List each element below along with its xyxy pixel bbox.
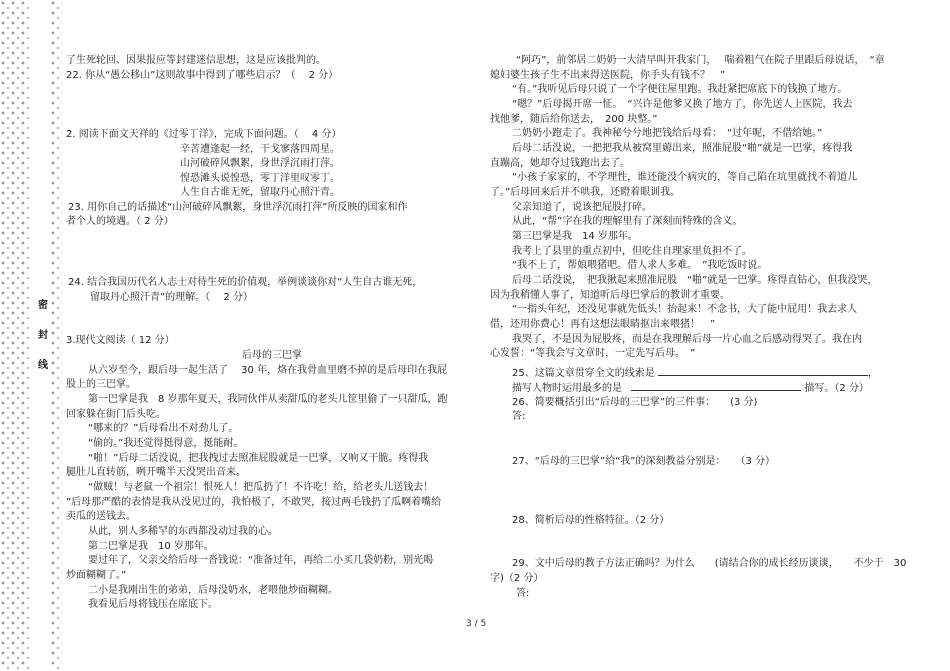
article-line: “阿巧”，前邻居二奶奶一大清早叫开我家门， 喘着粗气在院子里跟后母说话， “章 (516, 55, 885, 66)
article-line: “啪！”后母二话没说，把我拽过去照准屁股就是一巴掌，又响又干脆。疼得我 (88, 453, 429, 464)
article-line: 二小是我刚出生的弟弟，后母没奶水，老喂他炒面糊糊。 (88, 585, 338, 596)
article-line: “哪来的？”后母看出不对劲儿了。 (88, 423, 239, 434)
article-line: 从六岁至今，跟后母一起生活了 30 年，烙在我骨血里磨不掉的是后母印在我屁 (88, 365, 448, 376)
article-line: 我考上了县里的重点初中，但吃住自理家里负担不了。 (512, 246, 752, 257)
article-line: 炒面糊糊了。” (66, 570, 127, 581)
article-line: 从此，“帮”字在我的理解里有了深刻而特殊的含义。 (512, 216, 743, 227)
question-section-2: 2. 阅读下面文天祥的《过零丁洋》，完成下面问题。（ 4 分） (66, 129, 342, 140)
question-24-cont: 留取丹心照汗青”的理解。（ 2 分） (90, 292, 253, 303)
article-line: 因为我稍懂人事了，知道听后母巴掌后的教训才重要。 (490, 290, 730, 301)
question-29: 29、文中后母的教子方法正确吗？为什么 (请结合你的成长经历谈谈， 不少于 30 (512, 558, 907, 569)
question-27: 27、“后母的三巴掌”给“我”的深刻教益分别是： （3 分） (512, 456, 775, 467)
article-line: 心发誓：“等我会写文章时，一定先写后母。 ” (490, 348, 696, 359)
article-line: “有。”我听见后母只说了一个字便往屋里跑。我赶紧把席底下的钱换了地方。 (512, 84, 848, 95)
article-line: 股上的三巴掌。 (66, 379, 136, 390)
question-25: 25、这篇文章贯穿全文的线索是 ， (512, 365, 878, 382)
article-line: 直蹦高，她却夺过钱跑出去了。 (490, 158, 630, 169)
question-24: 24. 结合我国历代名人志士对待生死的价值观，举例谈谈你对“人生自古谁无死， (68, 277, 423, 288)
article-line: 第三巴掌是我 14 岁那年。 (512, 231, 638, 242)
answer-blank-25b[interactable] (631, 380, 801, 391)
article-line: 父亲知道了，说该把屁股打碎。 (512, 202, 652, 213)
question-26: 26、简要概括引出“后母的三巴掌”的三件事： (3 分) (512, 397, 758, 408)
article-line: 第一巴掌是我 8 岁那年夏天，我同伙伴从卖甜瓜的老头儿筐里偷了一只甜瓜，跑 (88, 394, 448, 405)
question-28: 28、简析后母的性格特征。（2 分） (512, 515, 670, 526)
poem-line: 辛苦遭逢起一经，干戈寥落四周星。 (180, 144, 340, 155)
article-line: 我看见后母将钱压在席底下。 (88, 599, 218, 610)
article-line: 我哭了，不是因为屁股疼，而是在我理解后母一片心血之后感动得哭了。我在内 (512, 334, 862, 345)
article-line: “嗯？”后母揭开席一怔。 “兴许是他爹又换了地方了，你先送人上医院，我去 (512, 99, 853, 110)
article-line: “小孩子家家的，不学理性，谁还能没个病灾的，等自己陷在坑里就找不着道儿 (512, 172, 858, 183)
answer-label: 答: (512, 411, 526, 422)
article-line: 要过年了，父亲交给后母一沓钱说：“准备过年，再给二小买几袋奶粉，别光喝 (88, 555, 434, 566)
article-line: 后母二话没说， 把我揪起来照准屁股 “啪”就是一巴掌。疼得直钻心，但我没哭， (512, 275, 878, 286)
poem-line: 惶恐滩头说惶恐，零丁洋里叹零丁。 (180, 173, 340, 184)
question-23: 23. 用你自己的话描述“山河破碎风飘絮，身世浮沉雨打萍”所反映的国家和作 (68, 202, 408, 213)
question-29-cont: 字)（2 分） (490, 573, 544, 584)
article-line: 找他爹，随后给你送去， 200 块整。” (490, 114, 658, 125)
page-number: 3 / 5 (466, 619, 487, 629)
section-3-heading: 3.现代文阅读（ 12 分） (66, 335, 175, 346)
article-line: 借，还用你费心！再有这想法眼睛抠出来喂猪！ ” (490, 319, 716, 330)
article-line: “偷的。”我还觉得挺得意，挺能耐。 (88, 438, 244, 449)
seal-char: 封 (38, 330, 48, 341)
question-25-text: 25、这篇文章贯穿全文的线索是 (512, 368, 655, 379)
answer-label: 答: (516, 588, 530, 599)
answer-blank-25a[interactable] (658, 365, 868, 376)
poem-line: 人生自古谁无死，留取丹心照汗青。 (180, 187, 340, 198)
question-25-text-3: 描写。（2 分） (804, 383, 869, 394)
article-line: 后母二话没说，一把把我从被窝里薅出来，照准屁股“啪”就是一巴掌，疼得我 (512, 143, 853, 154)
article-line: 回家躲在街门后头吃。 (66, 409, 166, 420)
question-23-cont: 者个人的境遇。（ 2 分） (66, 216, 174, 227)
article-line: 腿肚儿直转筋，咧开嘴半天没哭出音来。 (66, 467, 246, 478)
text-line: 了生死轮回、因果报应等封建迷信思想，这是应该批判的。 (66, 55, 326, 66)
article-line: 卖瓜的送钱去。 (66, 511, 136, 522)
seal-char: 线 (38, 360, 48, 371)
article-line: 从此，别人多稀罕的东西都没动过我的心。 (88, 526, 278, 537)
question-25-cont (512, 380, 869, 397)
article-line: 第二巴掌是我 10 岁那年。 (88, 541, 214, 552)
article-line: “我不上了，帮娘喂猪吧。借人求人多难。 ”我吃饭时说。 (512, 260, 768, 271)
article-line: 二奶奶小跑走了。我神秘兮兮地把钱给后母看： “过年呢，不借给她。” (512, 128, 823, 139)
binding-margin-pattern (0, 0, 62, 671)
question-22: 22. 你从“愚公移山”这则故事中得到了哪些启示？（ 2 分） (66, 70, 339, 81)
article-line: 了。”后母回来后并不哄我，还瞪着眼训我。 (490, 187, 681, 198)
article-title: 后母的三巴掌 (242, 350, 302, 361)
article-line: “做贼！与老鼠一个祖宗！恨死人！把瓜扔了！不许吃！给，给老头儿送钱去！ (88, 482, 434, 493)
seal-char: 密 (38, 300, 48, 311)
poem-line: 山河破碎风飘絮，身世浮沉雨打萍。 (180, 158, 340, 169)
article-line: 媳妇婆生孩子生不出来得送医院，你手头有钱不？ ” (490, 70, 726, 81)
seal-line-label (36, 300, 50, 372)
article-line: ”后母那严酷的表情是我从没见过的，我怕极了，不敢哭，接过两毛钱扔了瓜啊着嘴给 (66, 497, 442, 508)
question-25-text-2: 描写人物时运用最多的是 (512, 383, 622, 394)
article-line: “一指头年纪，还没见事就先低头！抬起来！不念书，大了能中屁用！我去求人 (512, 304, 858, 315)
